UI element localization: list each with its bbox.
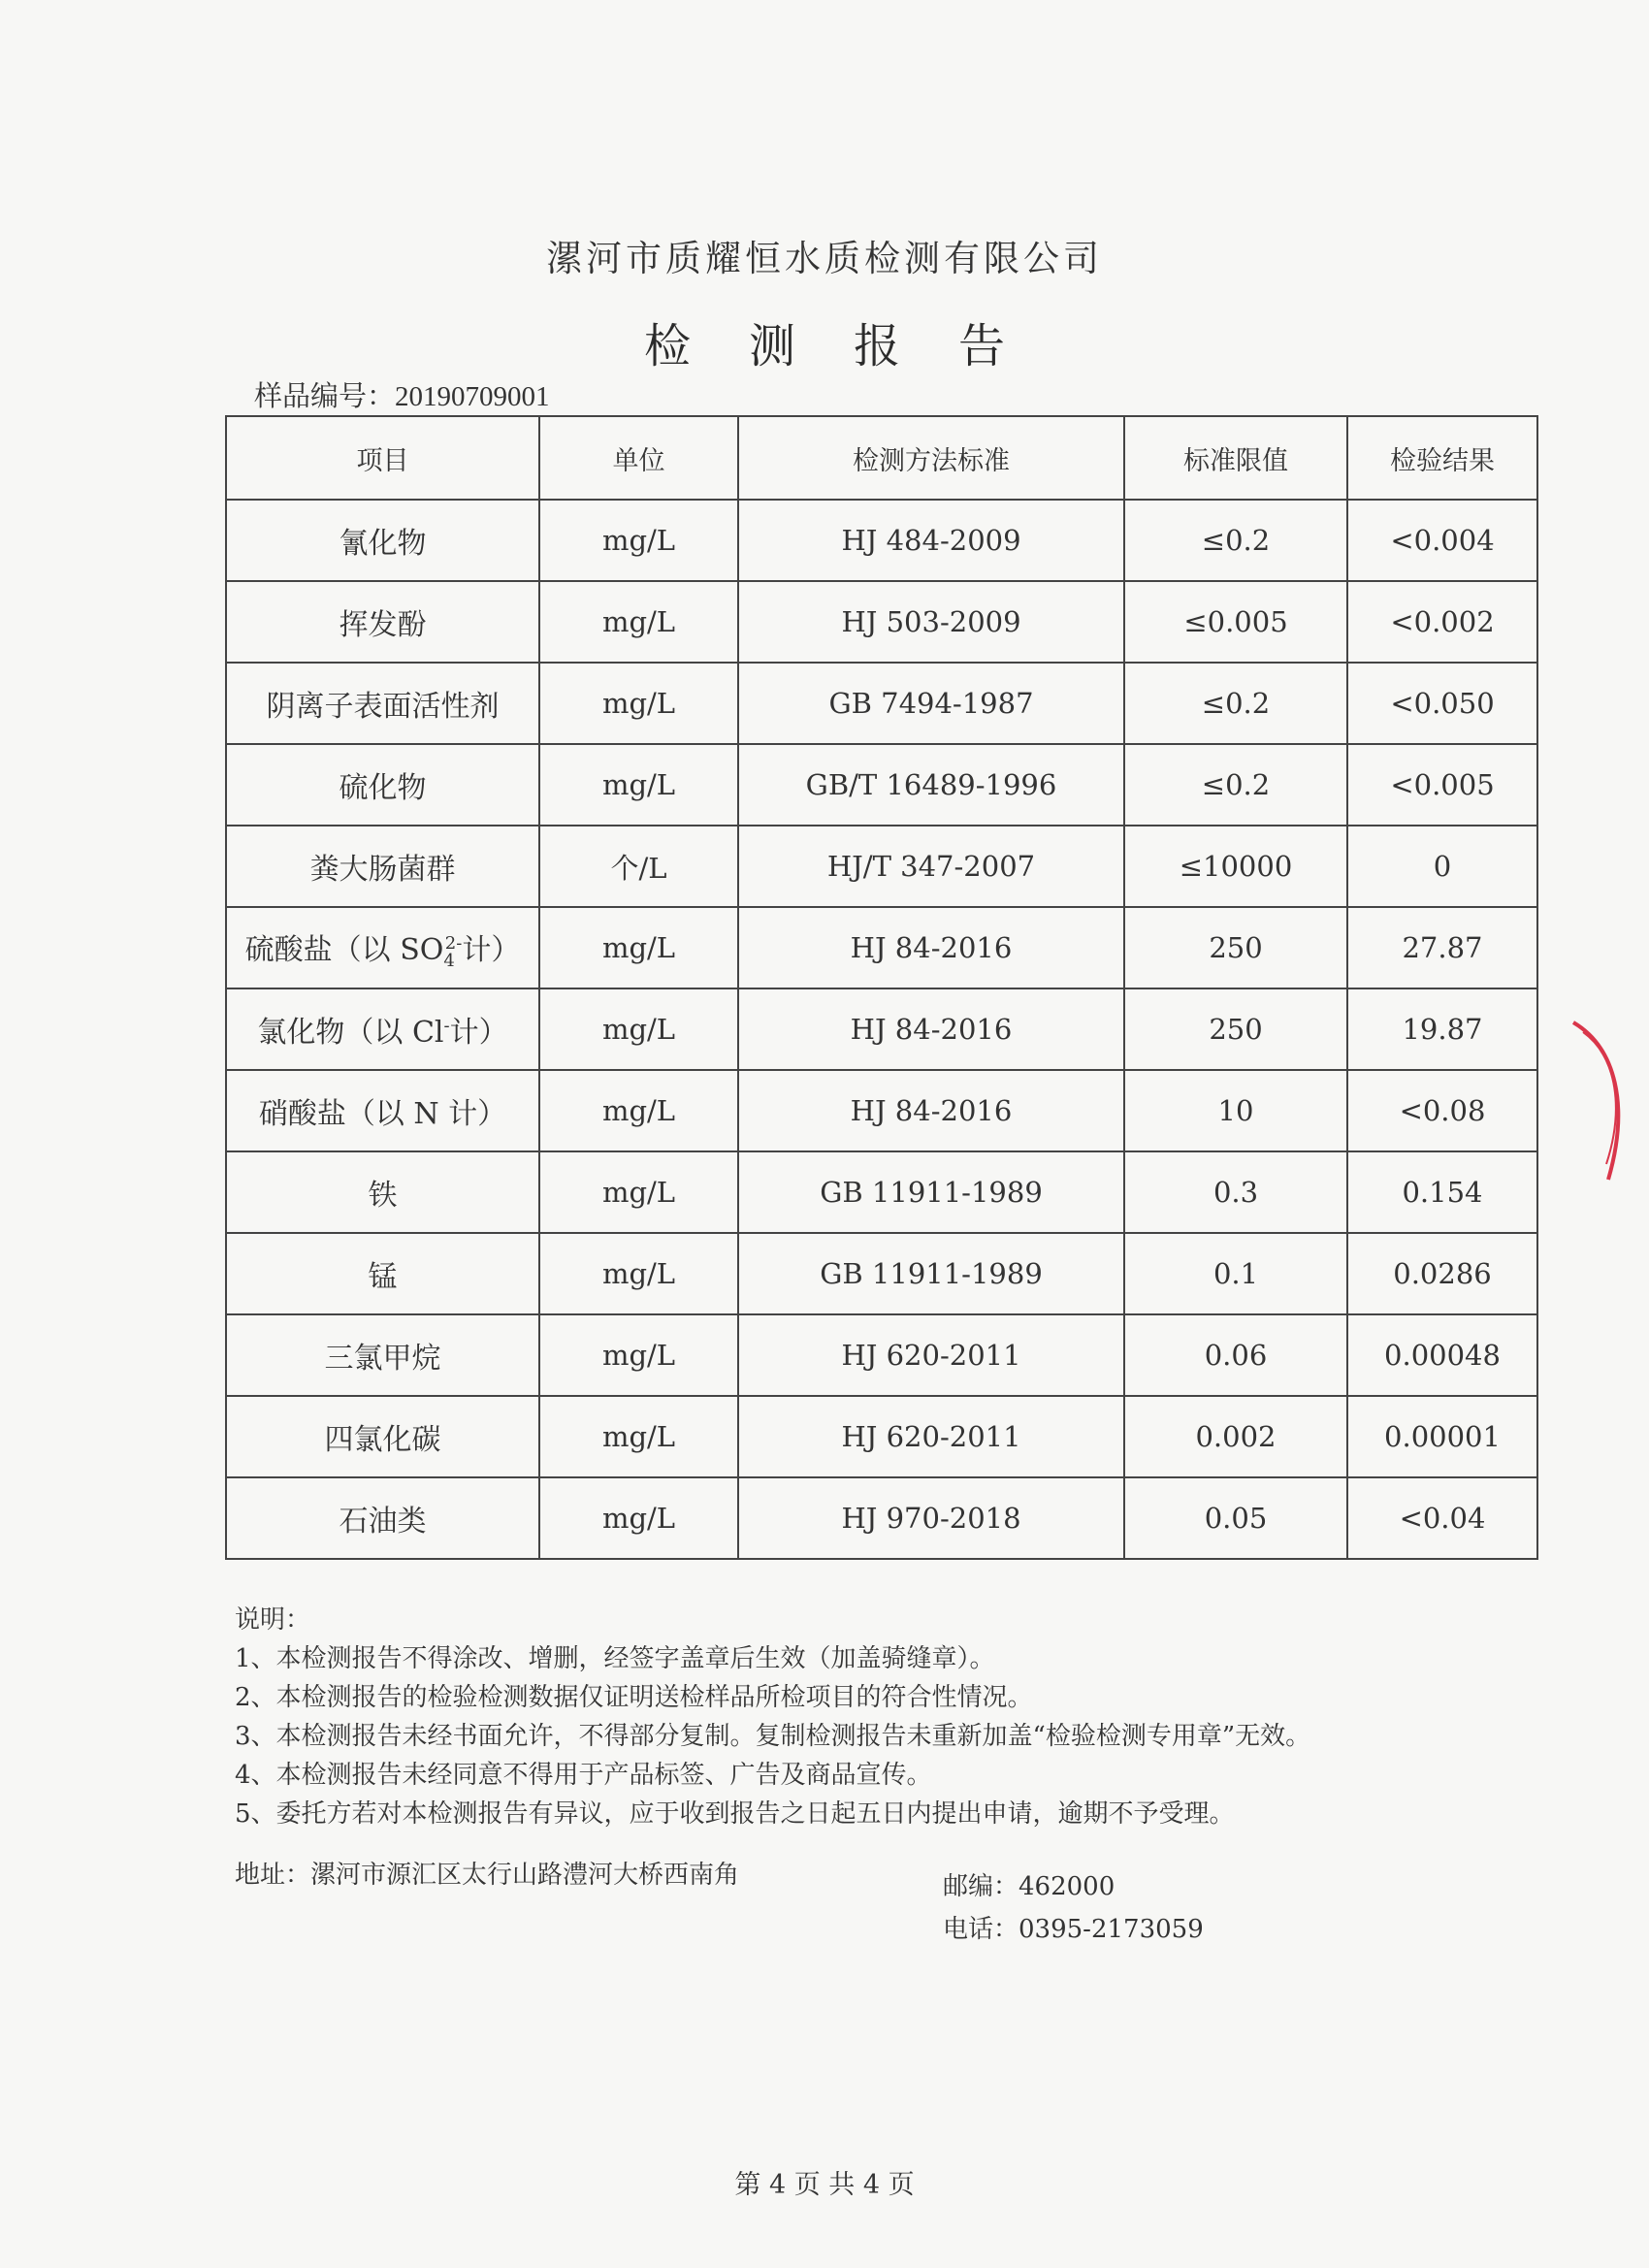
cell-result: 0.0286	[1347, 1233, 1537, 1314]
notes-section	[235, 1601, 1310, 1833]
cell-unit: mg/L	[539, 1233, 738, 1314]
cell-result: 19.87	[1347, 988, 1537, 1070]
address: 地址：漯河市源汇区太行山路澧河大桥西南角	[235, 1861, 740, 1890]
column-header-limit: 标准限值	[1124, 416, 1347, 500]
cell-method: HJ 503-2009	[738, 581, 1124, 663]
note-item: 4、本检测报告未经同意不得用于产品标签、广告及商品宣传。	[235, 1761, 932, 1790]
cell-result: 0.00001	[1347, 1396, 1537, 1477]
table-row	[226, 581, 1537, 663]
note-item: 2、本检测报告的检验检测数据仅证明送检样品所检项目的符合性情况。	[235, 1683, 1033, 1712]
subscript: 4	[443, 950, 455, 971]
table-row	[226, 1070, 1537, 1151]
postcode: 邮编：462000	[943, 1872, 1116, 1901]
cell-limit: ≤10000	[1124, 826, 1347, 907]
table-row	[226, 907, 1537, 988]
cell-item: 石油类	[226, 1477, 539, 1559]
table-row	[226, 663, 1537, 744]
phone: 电话：0395-2173059	[943, 1915, 1204, 1944]
table-header-row	[226, 416, 1537, 500]
seal-edge-mark	[1569, 1019, 1637, 1183]
table-row	[226, 1151, 1537, 1233]
cell-unit: mg/L	[539, 1396, 738, 1477]
cell-limit: ≤0.2	[1124, 500, 1347, 581]
column-header-item: 项目	[226, 416, 539, 500]
note-item: 5、委托方若对本检测报告有异议，应于收到报告之日起五日内提出申请，逾期不予受理。	[235, 1799, 1235, 1829]
cell-item: 阴离子表面活性剂	[226, 663, 539, 744]
cell-method: HJ 484-2009	[738, 500, 1124, 581]
cell-unit: mg/L	[539, 1314, 738, 1396]
cell-item: 四氯化碳	[226, 1396, 539, 1477]
cell-result: <0.050	[1347, 663, 1537, 744]
cell-item	[226, 907, 539, 988]
cell-method: HJ/T 347-2007	[738, 826, 1124, 907]
results-table	[225, 415, 1538, 1560]
cell-result: 0.00048	[1347, 1314, 1537, 1396]
cell-item: 粪大肠菌群	[226, 826, 539, 907]
cell-item: 铁	[226, 1151, 539, 1233]
note-item: 3、本检测报告未经书面允许，不得部分复制。复制检测报告未重新加盖“检验检测专用章”无效。	[235, 1722, 1311, 1751]
superscript: 2-	[444, 932, 463, 954]
cell-limit: 0.1	[1124, 1233, 1347, 1314]
cell-unit: 个/L	[539, 826, 738, 907]
cell-item	[226, 988, 539, 1070]
table-row	[226, 500, 1537, 581]
cell-limit: 0.06	[1124, 1314, 1347, 1396]
table-row	[226, 988, 1537, 1070]
cell-item-suffix: 计）	[449, 1016, 508, 1050]
cell-result: 27.87	[1347, 907, 1537, 988]
table-row	[226, 744, 1537, 826]
cell-item: 硫化物	[226, 744, 539, 826]
table-row	[226, 1314, 1537, 1396]
table-row	[226, 1396, 1537, 1477]
column-header-method: 检测方法标准	[738, 416, 1124, 500]
cell-limit: 0.002	[1124, 1396, 1347, 1477]
cell-item-text: 硫酸盐（以 SO	[244, 932, 444, 967]
cell-method: HJ 970-2018	[738, 1477, 1124, 1559]
cell-method: GB 11911-1989	[738, 1233, 1124, 1314]
sample-number-label: 样品编号：	[254, 379, 396, 412]
cell-method: HJ 620-2011	[738, 1396, 1124, 1477]
cell-result: <0.04	[1347, 1477, 1537, 1559]
cell-unit: mg/L	[539, 500, 738, 581]
cell-result: <0.004	[1347, 500, 1537, 581]
cell-unit: mg/L	[539, 1070, 738, 1151]
notes-heading: 说明：	[235, 1605, 311, 1635]
superscript: -	[443, 1016, 450, 1036]
cell-item: 硝酸盐（以 N 计）	[226, 1070, 539, 1151]
cell-result: 0	[1347, 826, 1537, 907]
cell-result: <0.08	[1347, 1070, 1537, 1151]
cell-method: HJ 84-2016	[738, 988, 1124, 1070]
cell-limit: 0.05	[1124, 1477, 1347, 1559]
cell-limit: 250	[1124, 907, 1347, 988]
cell-unit: mg/L	[539, 663, 738, 744]
cell-unit: mg/L	[539, 1151, 738, 1233]
cell-item-text: 氯化物（以 Cl	[257, 1016, 444, 1050]
column-header-result: 检验结果	[1347, 416, 1537, 500]
cell-result: <0.002	[1347, 581, 1537, 663]
cell-method: GB/T 16489-1996	[738, 744, 1124, 826]
cell-limit: ≤0.2	[1124, 663, 1347, 744]
cell-limit: 10	[1124, 1070, 1347, 1151]
cell-item: 锰	[226, 1233, 539, 1314]
column-header-unit: 单位	[539, 416, 738, 500]
cell-limit: ≤0.2	[1124, 744, 1347, 826]
cell-item-suffix: 计）	[462, 932, 521, 967]
cell-limit: 250	[1124, 988, 1347, 1070]
cell-result: <0.005	[1347, 744, 1537, 826]
cell-method: GB 11911-1989	[738, 1151, 1124, 1233]
cell-item: 挥发酚	[226, 581, 539, 663]
sample-number	[254, 374, 550, 414]
cell-method: HJ 84-2016	[738, 1070, 1124, 1151]
table-row	[226, 1477, 1537, 1559]
cell-limit: 0.3	[1124, 1151, 1347, 1233]
cell-result: 0.154	[1347, 1151, 1537, 1233]
report-title: 检测报告	[643, 319, 1063, 373]
cell-unit: mg/L	[539, 1477, 738, 1559]
cell-unit: mg/L	[539, 907, 738, 988]
cell-unit: mg/L	[539, 581, 738, 663]
cell-item: 三氯甲烷	[226, 1314, 539, 1396]
cell-limit: ≤0.005	[1124, 581, 1347, 663]
cell-unit: mg/L	[539, 988, 738, 1070]
cell-method: HJ 84-2016	[738, 907, 1124, 988]
cell-unit: mg/L	[539, 744, 738, 826]
page-number: 第 4 页 共 4 页	[734, 2170, 915, 2200]
sample-number-value: 20190709001	[395, 381, 550, 412]
cell-method: GB 7494-1987	[738, 663, 1124, 744]
cell-method: HJ 620-2011	[738, 1314, 1124, 1396]
cell-item: 氰化物	[226, 500, 539, 581]
note-item: 1、本检测报告不得涂改、增删，经签字盖章后生效（加盖骑缝章）。	[235, 1644, 995, 1673]
table-row	[226, 1233, 1537, 1314]
company-name: 漯河市质耀恒水质检测有限公司	[546, 238, 1103, 279]
table-row	[226, 826, 1537, 907]
